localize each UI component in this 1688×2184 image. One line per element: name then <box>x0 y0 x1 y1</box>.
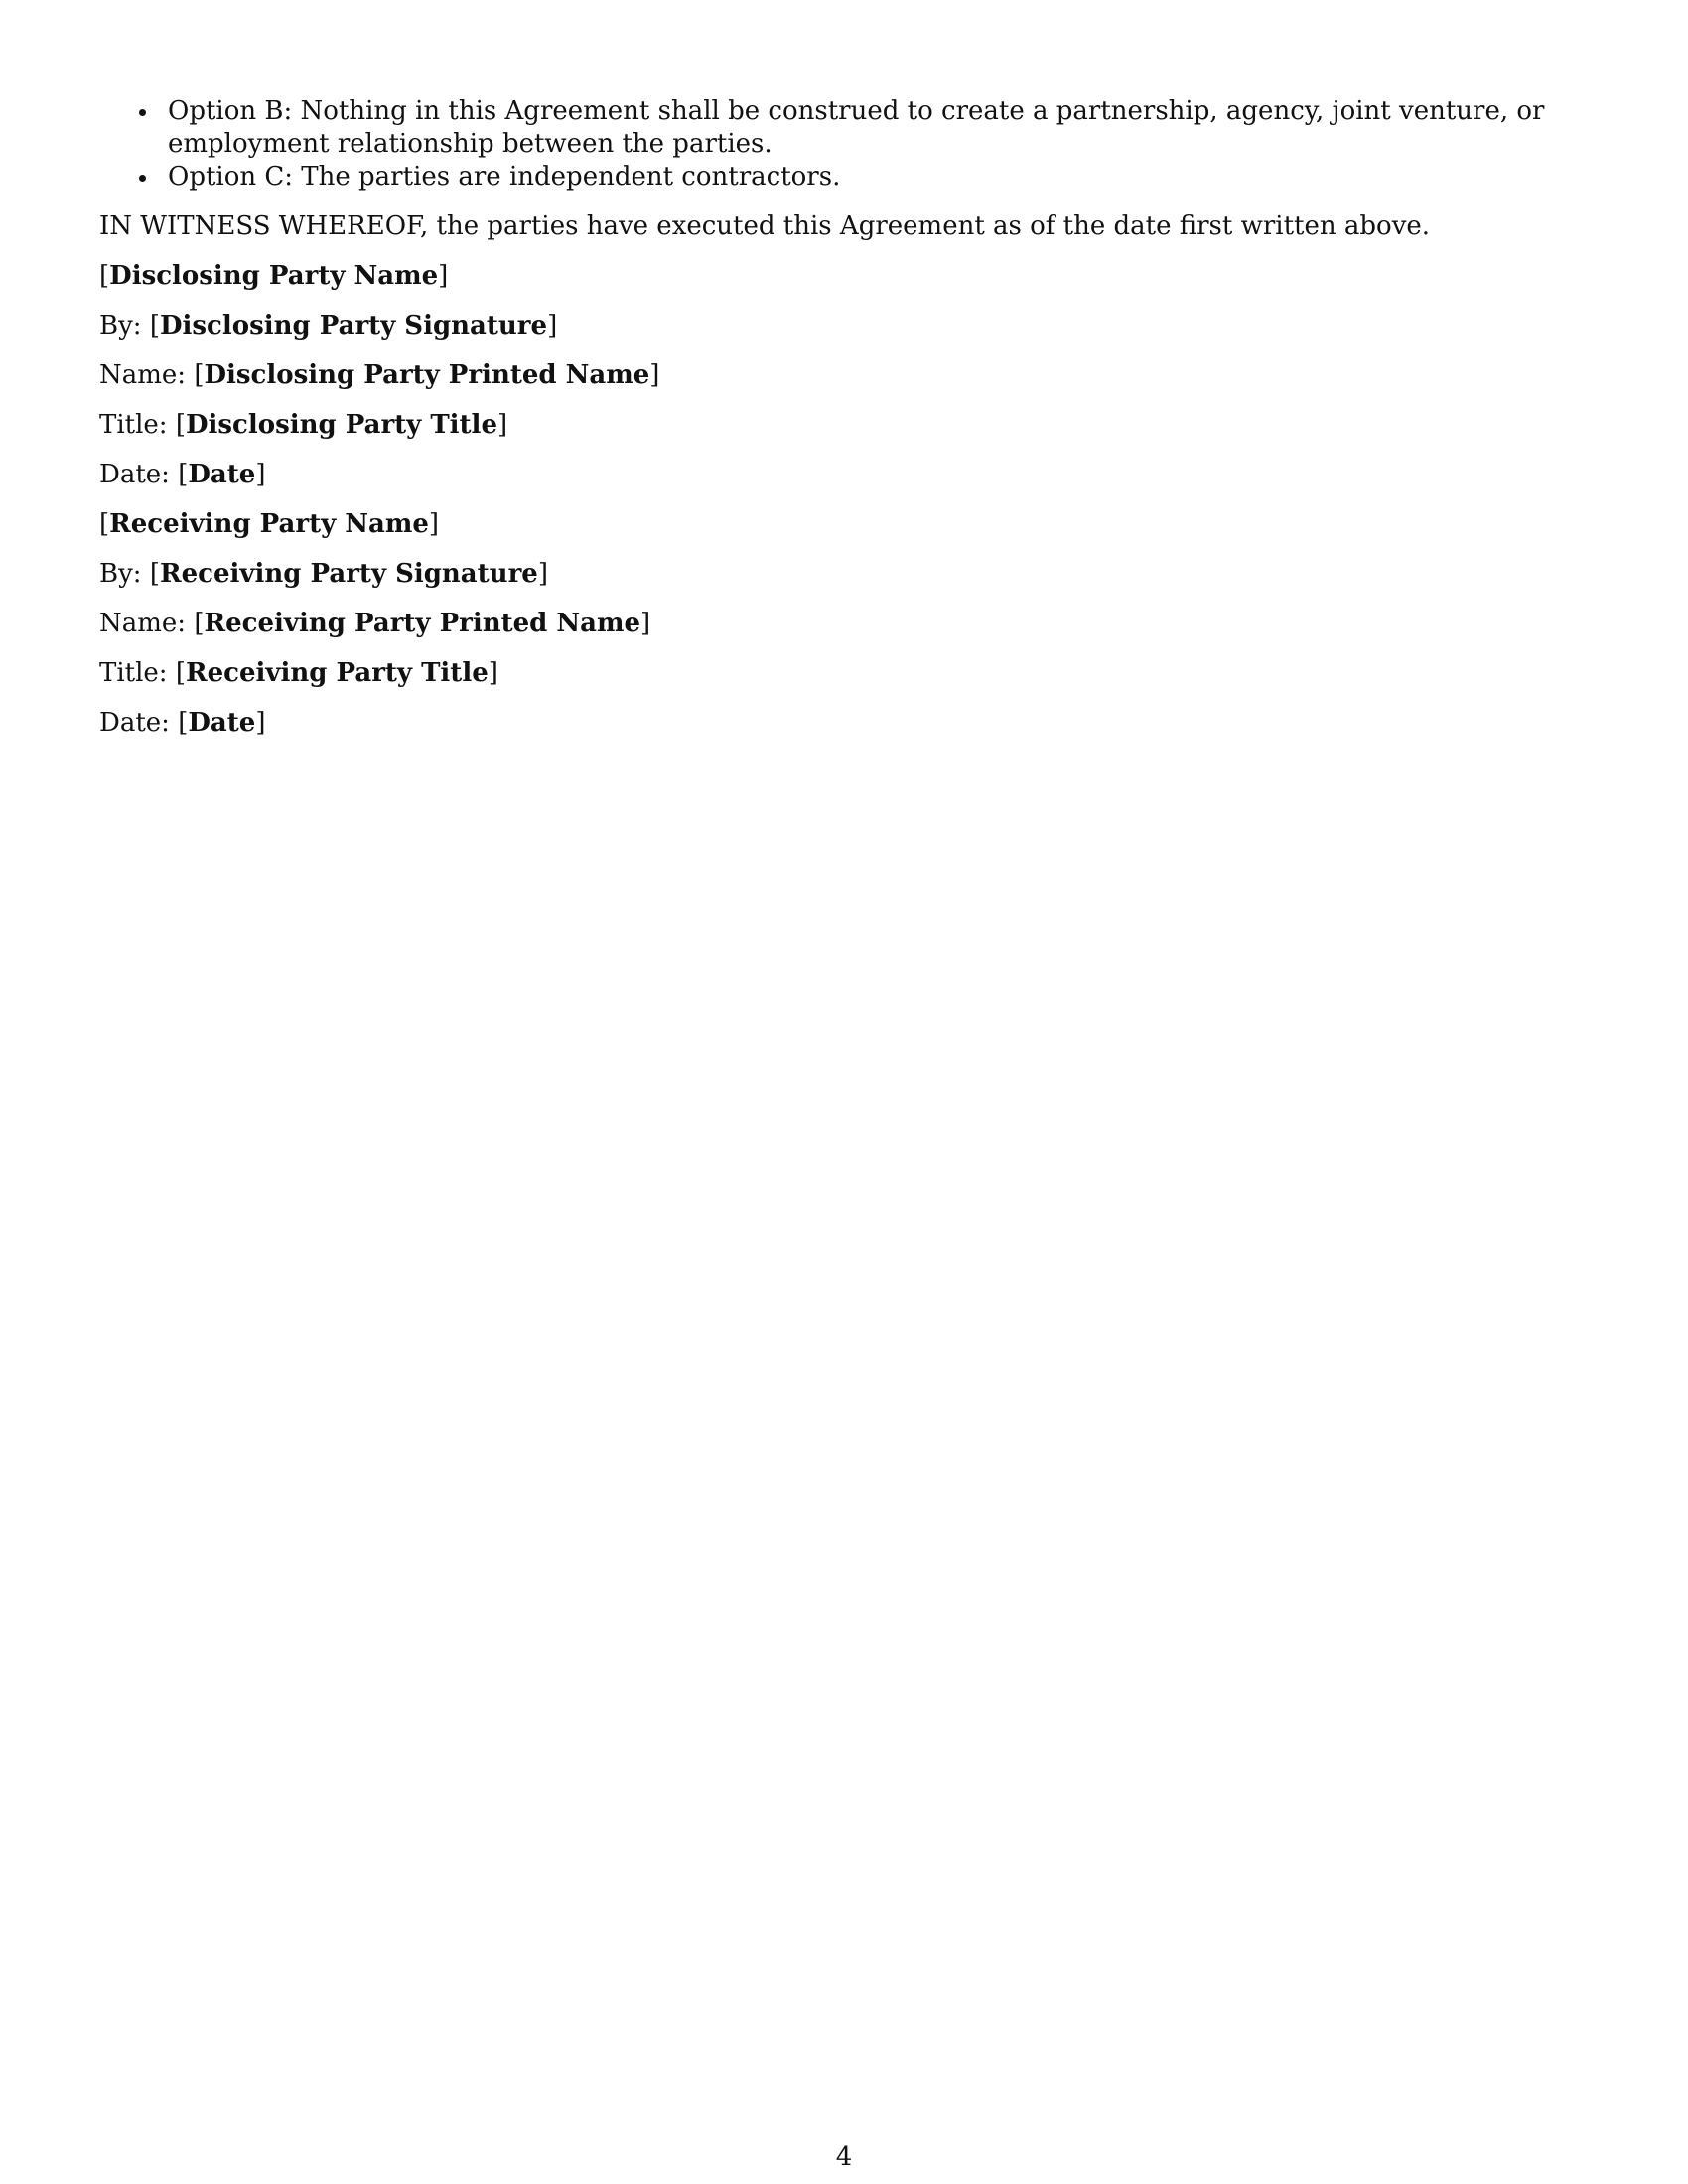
receiving-name-line: Name: [Receiving Party Printed Name] <box>99 609 651 638</box>
list-item <box>99 161 1589 194</box>
disclosing-by-line: By: [Disclosing Party Signature] <box>99 311 558 341</box>
document-page <box>99 95 1589 740</box>
page-number: 4 <box>835 2142 853 2172</box>
disclosing-name-line: Name: [Disclosing Party Printed Name] <box>99 360 660 390</box>
by-label: By: <box>99 311 142 341</box>
option-c-text: Option C: The parties are independent contractors. <box>168 162 841 192</box>
disclosing-party-name-value: Disclosing Party Name <box>109 261 439 291</box>
list-item <box>99 95 1589 161</box>
disclosing-title-value: Disclosing Party Title <box>186 410 497 440</box>
receiving-party-name: [Receiving Party Name] <box>99 509 440 539</box>
options-list <box>99 95 1589 194</box>
title-label: Title: <box>99 410 168 440</box>
receiving-date-value: Date <box>188 708 256 738</box>
receiving-by-line: By: [Receiving Party Signature] <box>99 559 548 589</box>
receiving-title-line: Title: [Receiving Party Title] <box>99 658 498 688</box>
name-label: Name: <box>99 360 187 390</box>
by-label: By: <box>99 559 142 589</box>
disclosing-party-name: [Disclosing Party Name] <box>99 261 449 291</box>
receiving-printed-name-value: Receiving Party Printed Name <box>204 609 641 638</box>
name-label: Name: <box>99 609 187 638</box>
disclosing-date-value: Date <box>188 460 256 489</box>
receiving-date-line: Date: [Date] <box>99 708 266 738</box>
disclosing-printed-name-value: Disclosing Party Printed Name <box>204 360 650 390</box>
receiving-signature-value: Receiving Party Signature <box>159 559 538 589</box>
title-label: Title: <box>99 658 168 688</box>
date-label: Date: <box>99 460 170 489</box>
disclosing-signature-value: Disclosing Party Signature <box>159 311 548 341</box>
disclosing-date-line: Date: [Date] <box>99 460 266 489</box>
date-label: Date: <box>99 708 170 738</box>
option-b-text: Option B: Nothing in this Agreement shall be construed to create a partnership, agency, joint venture, or employment relationship between the parties. <box>168 96 1545 159</box>
bullet-icon <box>139 109 146 116</box>
receiving-party-name-value: Receiving Party Name <box>109 509 429 539</box>
witness-clause: IN WITNESS WHEREOF, the parties have executed this Agreement as of the date first written above. <box>99 211 1431 241</box>
receiving-title-value: Receiving Party Title <box>186 658 489 688</box>
disclosing-title-line: Title: [Disclosing Party Title] <box>99 410 508 440</box>
bullet-icon <box>139 175 146 182</box>
